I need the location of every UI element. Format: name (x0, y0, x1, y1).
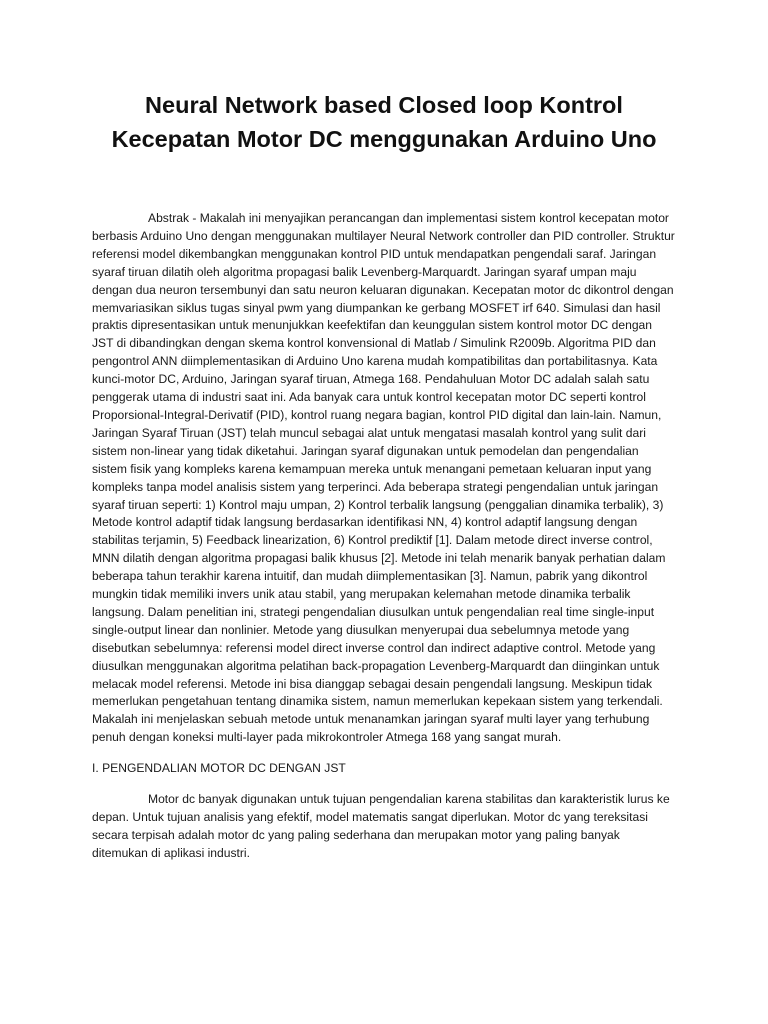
document-title (60, 88, 708, 156)
title-line-1: Neural Network based Closed loop Kontrol (145, 92, 623, 118)
title-line-2: Kecepatan Motor DC menggunakan Arduino Uno (111, 126, 657, 152)
section-paragraph: Motor dc banyak digunakan untuk tujuan pengendalian karena stabilitas dan karakteristik lurus ke depan. Untuk tujuan analisis yang efektif, model matematis sangat diperlukan. Motor dc yang tereksitasi secara terpisah adalah motor dc yang paling sederhana dan merupakan motor yang paling banyak ditemukan di aplikasi industri. (92, 792, 670, 860)
section-heading: I. PENGENDALIAN MOTOR DC DENGAN JST (92, 761, 346, 776)
document-body (92, 210, 676, 863)
abstract-paragraph: Abstrak - Makalah ini menyajikan perancangan dan implementasi sistem kontrol kecepatan motor berbasis Arduino Uno dengan menggunakan multilayer Neural Network controller dan PID controller. Struktur referensi model dikembangkan menggunakan kontrol PID untuk mendapatkan pengendali saraf. Jaringan syaraf tiruan dilatih oleh algoritma propagasi balik Levenberg-Marquardt. Jaringan syaraf umpan maju dengan dua neuron tersembunyi dan satu neuron keluaran digunakan. Kecepatan motor dc dikontrol dengan memvariasikan siklus tugas sinyal pwm yang diumpankan ke gerbang MOSFET irf 640. Simulasi dan hasil praktis dipresentasikan untuk menunjukkan keefektifan dan keunggulan sistem kontrol motor DC dengan JST di dibandingkan dengan skema kontrol konvensional di Matlab / Simulink R2009b. Algoritma PID dan pengontrol ANN diimplementasikan di Arduino Uno karena mudah kompatibilitas dan portabilitasnya. Kata kunci-motor DC, Arduino, Jaringan syaraf tiruan, Atmega 168. Pendahuluan Motor DC adalah salah satu penggerak utama di industri saat ini. Ada banyak cara untuk kontrol kecepatan motor DC seperti kontrol Proporsional-Integral-Derivatif (PID), kontrol ruang negara bagian, kontrol PID digital dan lain-lain. Namun, Jaringan Syaraf Tiruan (JST) telah muncul sebagai alat untuk mengatasi masalah kontrol yang sulit dari sistem non-linear yang tidak diketahui. Jaringan syaraf digunakan untuk pemodelan dan pengendalian sistem fisik yang kompleks karena kemampuan mereka untuk menangani pemetaan keluaran input yang kompleks tanpa model analisis sistem yang terperinci. Ada beberapa strategi pengendalian untuk jaringan syaraf tiruan seperti: 1) Kontrol maju umpan, 2) Kontrol terbalik langsung (penggalian dinamika terbalik), 3) Metode kontrol adaptif tidak langsung berdasarkan identifikasi NN, 4) kontrol adaptif langsung dengan stabilitas terjamin, 5) Feedback linearization, 6) Kontrol prediktif [1]. Dalam metode direct inverse control, MNN dilatih dengan algoritma propagasi balik khusus [2]. Metode ini telah menarik banyak perhatian dalam beberapa tahun terakhir karena intuitif, dan mudah diimplementasikan [3]. Namun, pabrik yang dikontrol mungkin tidak memiliki invers unik atau stabil, yang merupakan kelemahan metode dinamika terbalik langsung. Dalam penelitian ini, strategi pengendalian diusulkan untuk pengendalian real time single-input single-output linear dan nonlinier. Metode yang diusulkan menyerupai dua sebelumnya metode yang disebutkan sebelumnya: referensi model direct inverse control dan indirect adaptive control. Metode yang diusulkan menggunakan algoritma pelatihan back-propagation Levenberg-Marquardt dan diinginkan untuk melacak model referensi. Metode ini bisa dianggap sebagai desain pengendali langsung. Meskipun tidak memerlukan pengetahuan tentang dinamika sistem, namun memerlukan kepekaan sistem yang terkendali. Makalah ini menjelaskan sebuah metode untuk menanamkan jaringan syaraf multi layer yang terhubung penuh dengan koneksi multi-layer pada mikrokontroler Atmega 168 yang sangat murah. (92, 211, 675, 745)
